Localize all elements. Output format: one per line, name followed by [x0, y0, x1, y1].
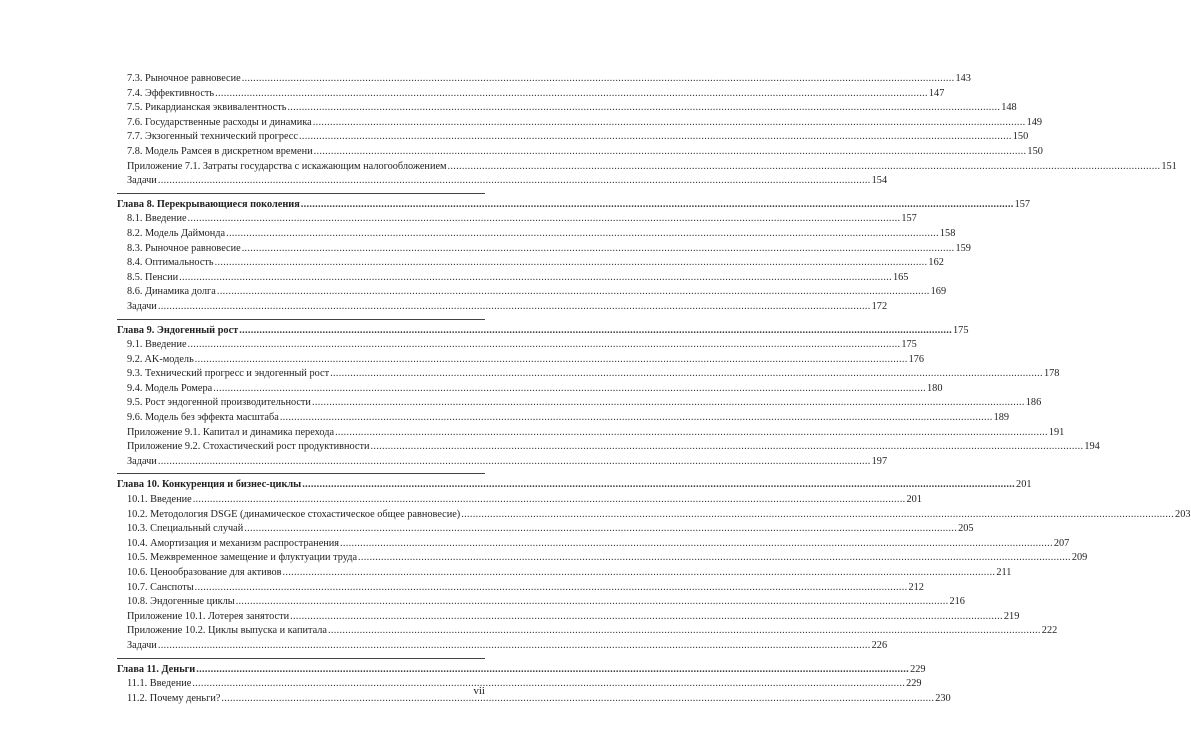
dot-leader: [215, 87, 928, 102]
toc-entry[interactable]: [117, 87, 945, 102]
entry-title: Приложение 7.1. Затраты государства с искажающим налогообложением: [127, 160, 447, 172]
toc-entry[interactable]: [117, 426, 1065, 441]
entry-title: Приложение 9.1. Капитал и динамика перехода: [127, 426, 335, 438]
dot-leader: [158, 300, 871, 315]
toc-entry[interactable]: [117, 271, 909, 286]
entry-page: 207: [1053, 537, 1070, 549]
entry-title: 10.8. Эндогенные циклы: [127, 596, 235, 608]
toc-entry[interactable]: [117, 692, 951, 707]
toc-entry[interactable]: [117, 227, 956, 242]
dot-leader: [193, 493, 906, 508]
entry-page: 176: [908, 353, 925, 365]
entry-page: 150: [1027, 145, 1043, 157]
entry-page: 191: [1048, 426, 1065, 438]
toc-entry[interactable]: [117, 639, 888, 654]
entry-page: 219: [1003, 610, 1020, 622]
dot-leader: [358, 551, 1071, 566]
dot-leader: [221, 692, 934, 707]
entry-page: 162: [928, 257, 944, 269]
entry-title: 10.2. Методология DSGE (динамическое стохастическое общее равновесие): [127, 508, 461, 520]
entry-title: 8.6. Динамика долга: [127, 286, 216, 298]
chapter-block: [117, 478, 1191, 653]
entry-title: 7.8. Модель Рамсея в дискретном времени: [127, 145, 313, 157]
toc-entry[interactable]: [117, 440, 1100, 455]
entry-page: 165: [892, 271, 909, 283]
toc-entry[interactable]: [117, 677, 922, 692]
dot-leader: [188, 212, 901, 227]
entry-page: 203: [1175, 508, 1191, 520]
toc-entry[interactable]: [117, 551, 1088, 566]
toc-entry[interactable]: [117, 581, 924, 596]
entry-page: 150: [1012, 131, 1029, 143]
chapter-heading[interactable]: [117, 324, 969, 339]
entry-title: Приложение 10.1. Лотерея занятости: [127, 610, 290, 622]
entry-title: 9.4. Модель Ромера: [127, 382, 213, 394]
dot-leader: [280, 411, 993, 426]
entry-title: 10.3. Специальный случай: [127, 523, 244, 535]
entry-title: 8.4. Оптимальность: [127, 257, 214, 269]
toc-entry[interactable]: [117, 508, 1191, 523]
dot-leader: [188, 338, 901, 353]
dot-leader: [158, 455, 871, 470]
chapters-list: [117, 193, 1191, 707]
entry-page: 169: [930, 286, 947, 298]
toc-entry[interactable]: [117, 212, 917, 227]
entry-page: 172: [871, 300, 888, 312]
dot-leader: [179, 271, 892, 286]
toc-entry[interactable]: [117, 493, 922, 508]
toc-entry[interactable]: [117, 242, 971, 257]
entry-page: 216: [949, 596, 965, 608]
chapter-block: [117, 324, 1100, 470]
dot-leader: [314, 145, 1027, 160]
entry-page: 186: [1025, 397, 1042, 409]
dot-leader: [340, 537, 1053, 552]
entry-page: 175: [901, 339, 917, 351]
toc-entry[interactable]: [117, 145, 1043, 160]
toc-entry[interactable]: [117, 411, 1010, 426]
dot-leader: [290, 610, 1003, 625]
dot-leader: [195, 581, 908, 596]
dot-leader: [299, 130, 1012, 145]
toc-entry[interactable]: [117, 160, 1177, 175]
entry-title: Глава 10. Конкуренция и бизнес-циклы: [117, 479, 302, 491]
dot-leader: [328, 624, 1041, 639]
toc-entry[interactable]: [117, 353, 925, 368]
toc-entry[interactable]: [117, 116, 1043, 131]
toc-entry[interactable]: [117, 382, 943, 397]
entry-page: 154: [871, 175, 888, 187]
entry-page: 159: [955, 242, 971, 254]
entry-title: 10.1. Введение: [127, 494, 192, 506]
toc-entry[interactable]: [117, 396, 1042, 411]
dot-leader: [301, 198, 1014, 213]
entry-title: 11.2. Почему деньги?: [127, 692, 221, 704]
dot-leader: [242, 242, 955, 257]
entry-title: 10.4. Амортизация и механизм распространения: [127, 537, 340, 549]
entry-title: 9.1. Введение: [127, 339, 187, 351]
intro-entries: [117, 72, 1177, 189]
toc-entry[interactable]: [117, 624, 1058, 639]
toc-entry[interactable]: [117, 455, 888, 470]
entry-title: 11.1. Введение: [127, 678, 192, 690]
table-of-contents: [117, 72, 1191, 706]
toc-entry[interactable]: [117, 72, 971, 87]
entry-title: Задачи: [127, 175, 157, 187]
entry-title: 8.1. Введение: [127, 213, 187, 225]
entry-page: 148: [1001, 102, 1017, 114]
entry-page: 230: [935, 692, 951, 704]
entry-page: 178: [1043, 368, 1060, 380]
entry-title: Приложение 10.2. Циклы выпуска и капитала: [127, 625, 327, 637]
dot-leader: [213, 382, 926, 397]
page-number: vii: [473, 685, 485, 697]
entry-title: 7.7. Экзогенный технический прогресс: [127, 131, 298, 143]
entry-page: 158: [939, 227, 956, 239]
dot-leader: [283, 566, 996, 581]
chapter-heading[interactable]: [117, 198, 1031, 213]
dot-leader: [239, 324, 952, 339]
toc-entry[interactable]: [117, 522, 974, 537]
entry-title: Задачи: [127, 639, 157, 651]
dot-leader: [236, 595, 949, 610]
entry-page: 151: [1161, 160, 1177, 172]
entry-title: 7.6. Государственные расходы и динамика: [127, 116, 312, 128]
dot-leader: [302, 478, 1015, 493]
chapter-divider: [117, 658, 485, 659]
entry-title: 9.6. Модель без эффекта масштаба: [127, 412, 279, 424]
toc-entry[interactable]: [117, 595, 965, 610]
dot-leader: [330, 367, 1043, 382]
dot-leader: [158, 639, 871, 654]
dot-leader: [461, 508, 1174, 523]
chapter-divider: [117, 473, 485, 474]
entry-title: 9.5. Рост эндогенной производительности: [127, 397, 311, 409]
entry-page: 212: [908, 581, 924, 593]
toc-entry[interactable]: [117, 174, 888, 189]
entry-title: Задачи: [127, 455, 157, 467]
dot-leader: [371, 440, 1084, 455]
toc-entry[interactable]: [117, 256, 944, 271]
dot-leader: [196, 663, 909, 678]
toc-entry[interactable]: [117, 610, 1020, 625]
entry-title: Глава 8. Перекрывающиеся поколения: [117, 198, 300, 210]
entry-title: 7.5. Рикардианская эквивалентность: [127, 102, 287, 114]
entry-page: 226: [871, 639, 888, 651]
entry-page: 205: [958, 523, 974, 535]
entry-page: 229: [910, 663, 926, 675]
toc-entry[interactable]: [117, 300, 888, 315]
toc-entry[interactable]: [117, 338, 917, 353]
dot-leader: [217, 285, 930, 300]
entry-title: 8.2. Модель Даймонда: [127, 227, 226, 239]
dot-leader: [287, 101, 1000, 116]
entry-page: 175: [953, 324, 969, 336]
dot-leader: [312, 396, 1025, 411]
entry-title: 7.4. Эффективность: [127, 87, 215, 99]
entry-page: 209: [1071, 552, 1088, 564]
entry-title: 9.3. Технический прогресс и эндогенный рост: [127, 368, 330, 380]
toc-entry[interactable]: [117, 285, 947, 300]
entry-page: 229: [906, 678, 922, 690]
dot-leader: [192, 677, 905, 692]
toc-entry[interactable]: [117, 537, 1070, 552]
toc-entry[interactable]: [117, 101, 1017, 116]
entry-page: 147: [928, 87, 945, 99]
dot-leader: [215, 256, 928, 271]
chapter-divider: [117, 193, 485, 194]
entry-title: Глава 9. Эндогенный рост: [117, 324, 239, 336]
entry-title: 8.3. Рыночное равновесие: [127, 242, 241, 254]
chapter-block: [117, 663, 951, 707]
chapter-heading[interactable]: [117, 478, 1032, 493]
entry-page: 157: [1014, 198, 1031, 210]
entry-page: 201: [1016, 479, 1032, 491]
dot-leader: [244, 522, 957, 537]
entry-page: 201: [906, 494, 922, 506]
entry-title: 7.3. Рыночное равновесие: [127, 73, 241, 84]
dot-leader: [158, 174, 871, 189]
toc-entry[interactable]: [117, 130, 1029, 145]
entry-page: 157: [901, 213, 917, 225]
entry-page: 180: [927, 382, 943, 394]
dot-leader: [195, 353, 908, 368]
entry-page: 143: [955, 73, 971, 84]
entry-page: 149: [1026, 116, 1043, 128]
chapter-block: [117, 198, 1031, 315]
entry-title: Задачи: [127, 300, 157, 312]
dot-leader: [242, 72, 955, 87]
entry-page: 194: [1084, 441, 1100, 453]
dot-leader: [335, 426, 1048, 441]
dot-leader: [448, 160, 1161, 175]
chapter-heading[interactable]: [117, 663, 926, 678]
entry-title: 10.6. Ценообразование для активов: [127, 567, 282, 578]
toc-entry[interactable]: [117, 367, 1060, 382]
entry-title: Глава 11. Деньги: [117, 663, 196, 675]
entry-title: 9.2. AK-модель: [127, 353, 194, 365]
entry-title: 10.5. Межвременное замещение и флуктуации труда: [127, 552, 358, 564]
entry-page: 197: [871, 455, 888, 467]
dot-leader: [226, 227, 939, 242]
dot-leader: [313, 116, 1026, 131]
toc-entry[interactable]: [117, 566, 1012, 581]
entry-title: Приложение 9.2. Стохастический рост продуктивности: [127, 441, 370, 453]
entry-page: 222: [1041, 625, 1058, 637]
entry-page: 211: [996, 567, 1012, 578]
entry-title: 8.5. Пенсии: [127, 271, 179, 283]
entry-title: 10.7. Санспоты: [127, 581, 194, 593]
chapter-divider: [117, 319, 485, 320]
entry-page: 189: [993, 412, 1010, 424]
